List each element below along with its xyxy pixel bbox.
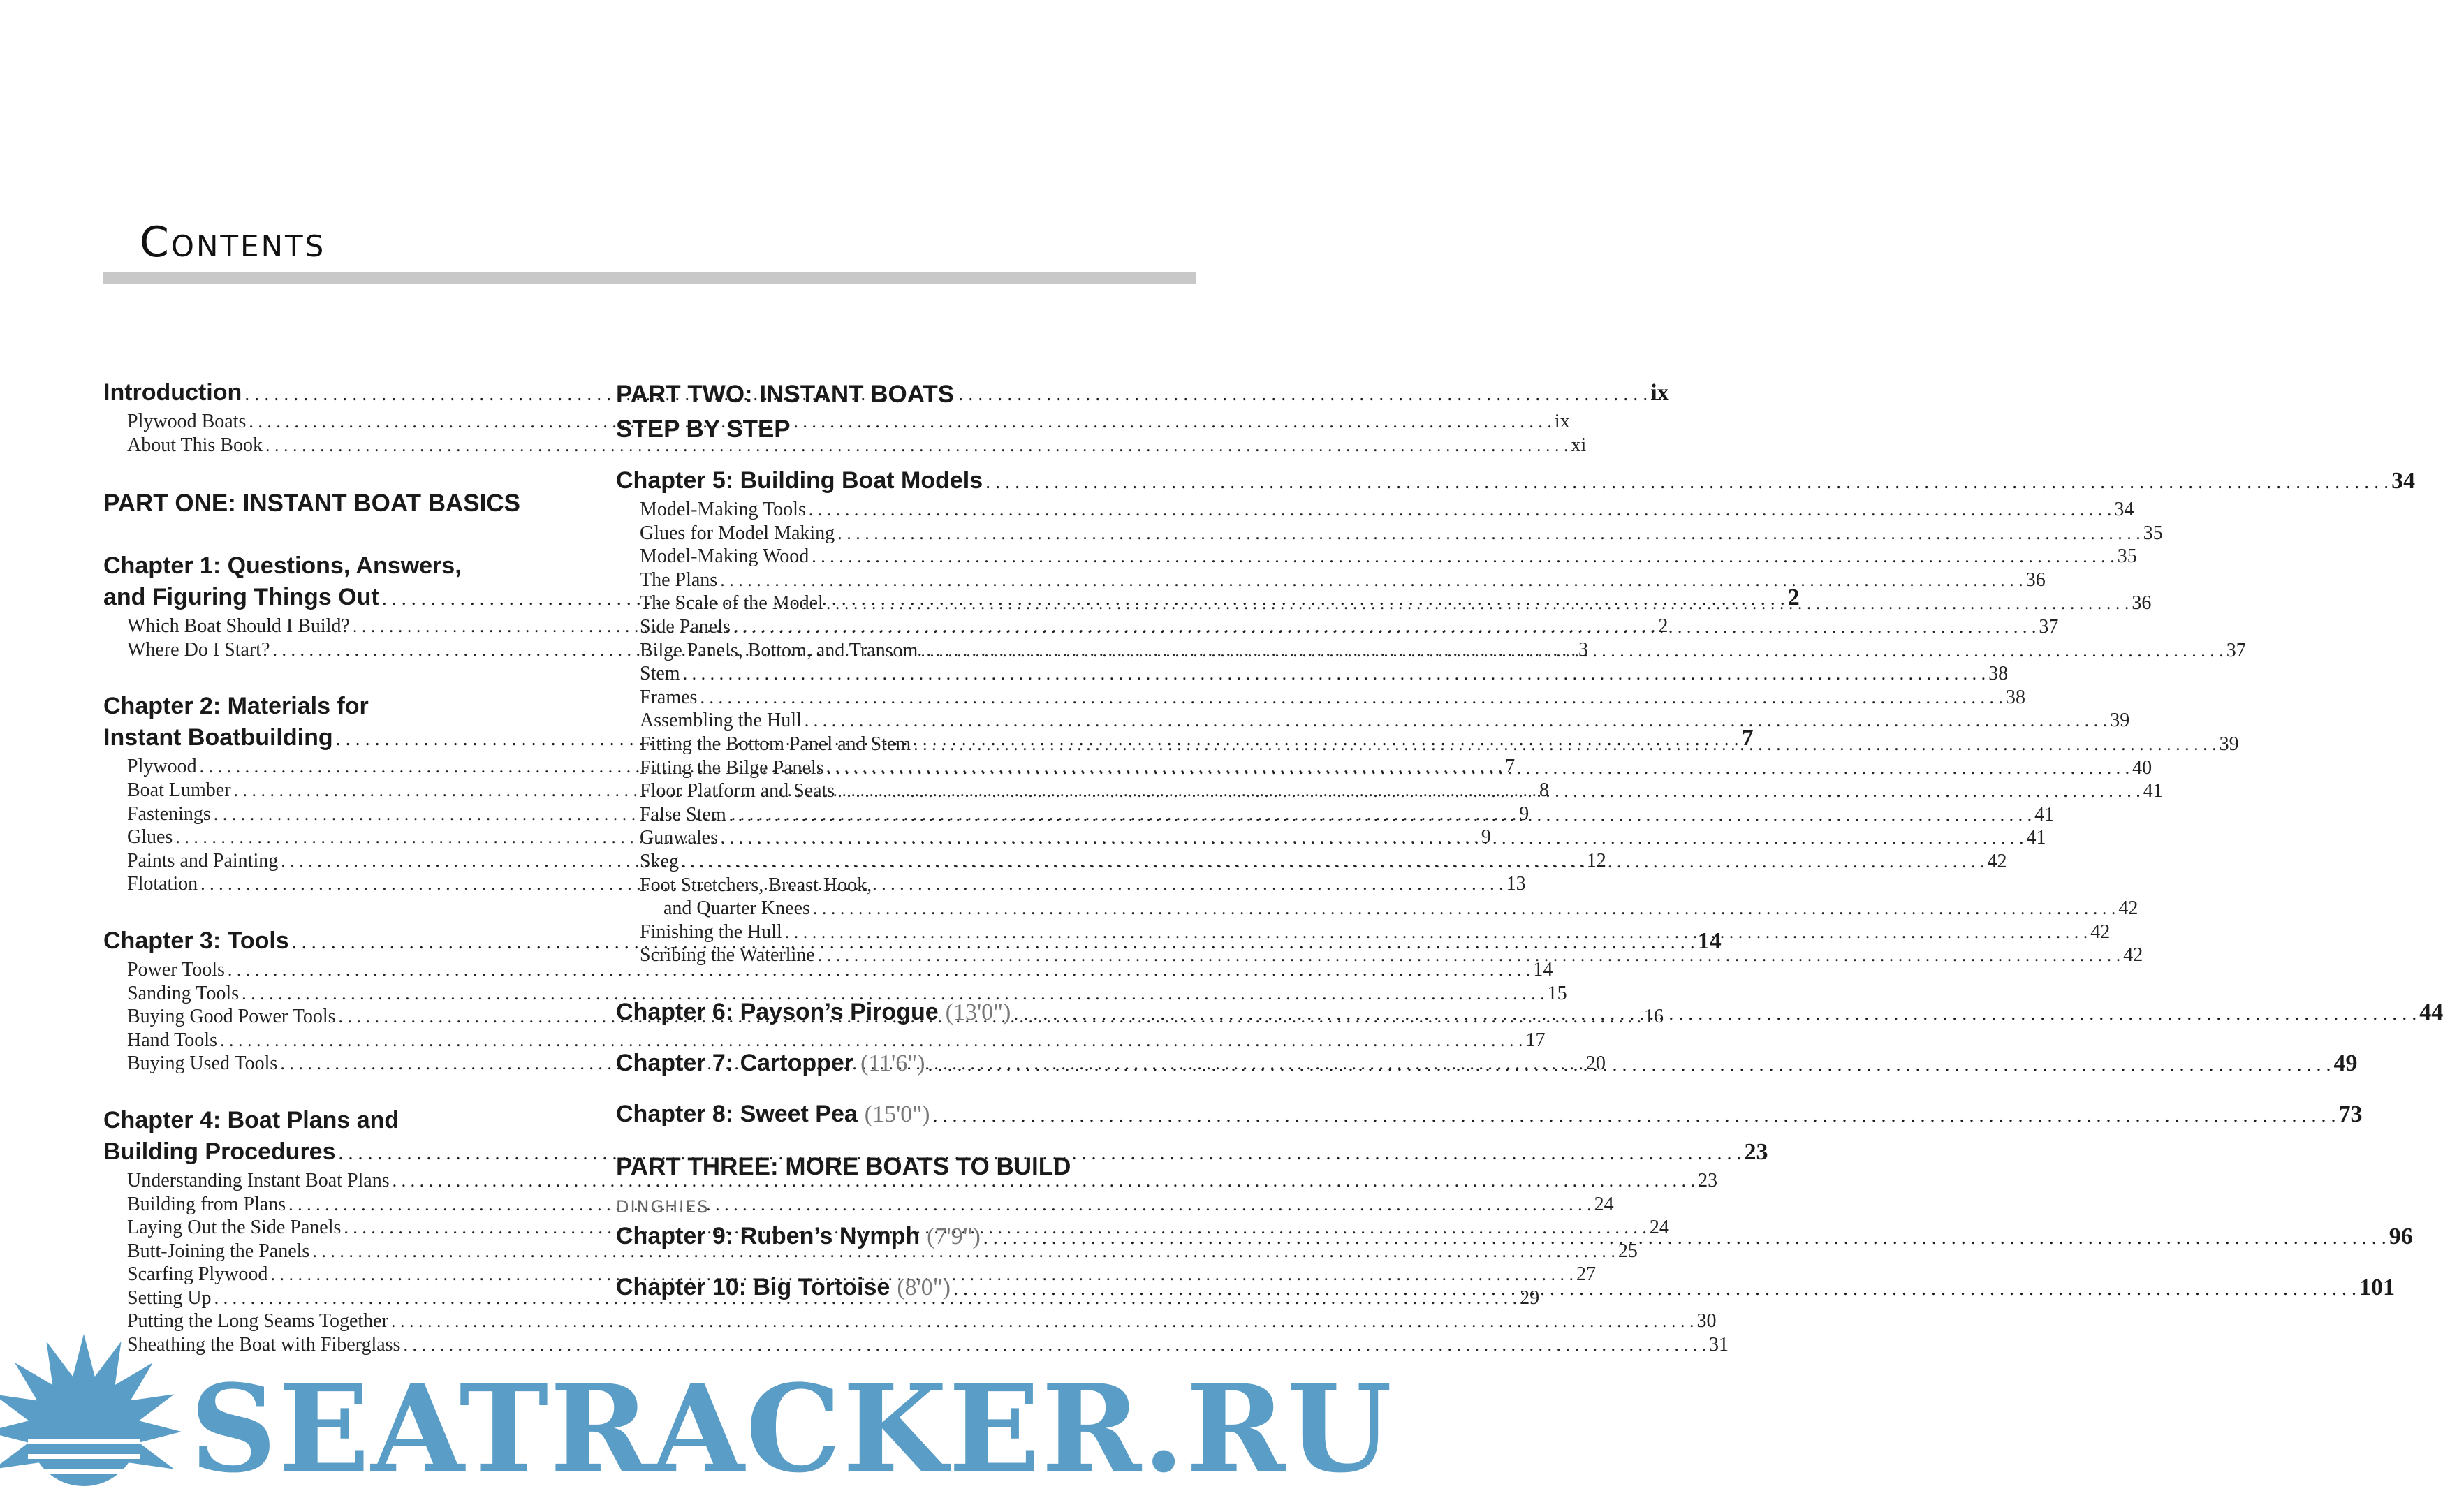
toc-subentry[interactable] xyxy=(616,779,2163,803)
part-two-heading xyxy=(616,377,1083,447)
subentry-title: Side Panels xyxy=(640,615,731,638)
entry-title-line-2: Building Procedures xyxy=(103,1138,336,1165)
subentry-title: Paints and Painting xyxy=(127,849,279,872)
subentry-title: Model-Making Wood xyxy=(640,545,809,568)
page-number: 42 xyxy=(1987,850,2007,872)
toc-subentry[interactable] xyxy=(616,756,2152,780)
subentry-title: Which Boat Should I Build? xyxy=(127,615,350,638)
subentry-title: Floor Platform and Seats xyxy=(640,780,835,802)
subentry-title: Butt-Joining the Panels xyxy=(127,1240,310,1262)
page-number: xi xyxy=(1571,434,1587,456)
page-number: 12 xyxy=(1586,849,1606,872)
page-number: 34 xyxy=(2114,499,2134,520)
subentry-title: Laying Out the Side Panels xyxy=(127,1217,342,1239)
leader-dots xyxy=(927,1049,2331,1080)
page-number: 36 xyxy=(2132,592,2152,615)
leader-dots xyxy=(721,826,2024,850)
toc-subentry[interactable] xyxy=(103,1169,1718,1193)
toc-entry-chapter-5[interactable] xyxy=(616,465,2416,498)
boat-size: (15'0") xyxy=(864,1101,930,1127)
leader-dots xyxy=(837,779,2141,803)
leader-dots xyxy=(818,944,2121,967)
entry-title-line-1: Chapter 1: Questions, Answers, xyxy=(103,552,462,580)
leader-dots xyxy=(920,639,2224,663)
part-two-line-2: STEP BY STEP xyxy=(616,416,791,443)
toc-subentry[interactable] xyxy=(103,1263,1596,1286)
subentry-title: Plywood Boats xyxy=(127,411,247,432)
page-number: 41 xyxy=(2026,827,2046,849)
leader-dots xyxy=(983,1222,2386,1254)
subentry-title: Buying Good Power Tools xyxy=(127,1006,336,1028)
subentry-title: Assembling the Hull xyxy=(640,710,802,732)
page-number: 14 xyxy=(1697,927,1722,954)
page-number: 38 xyxy=(1988,663,2009,685)
page-number: 29 xyxy=(1520,1286,1540,1309)
page-number: 2 xyxy=(1658,615,1668,638)
toc-entry-chapter-8[interactable] xyxy=(616,1099,2363,1131)
toc-subentry[interactable] xyxy=(616,803,2055,827)
title-rule xyxy=(103,272,1196,284)
subentry-title: Sanding Tools xyxy=(127,982,240,1004)
entry-title-line-2: Instant Boatbuilding xyxy=(103,724,333,751)
part-three-heading: PART THREE: MORE BOATS TO BUILD xyxy=(616,1152,1071,1180)
page-number: ix xyxy=(1650,380,1669,406)
subentry-title: Bilge Panels, Bottom, and Transom xyxy=(640,639,918,661)
entry-title: Chapter 7: Cartopper xyxy=(616,1049,854,1076)
page-number: 34 xyxy=(2391,468,2416,494)
page-number: 37 xyxy=(2226,639,2246,661)
leader-dots xyxy=(826,592,2129,615)
subentry-title: Understanding Instant Boat Plans xyxy=(127,1169,390,1191)
toc-subentry[interactable] xyxy=(103,1029,1546,1052)
page-number: 13 xyxy=(1506,873,1526,895)
page-number: 7 xyxy=(1505,756,1516,778)
entry-title-line-1: Chapter 4: Boat Plans and xyxy=(103,1106,399,1133)
leader-dots xyxy=(809,498,2112,522)
leader-dots xyxy=(985,467,2389,498)
toc-subentry[interactable] xyxy=(616,498,2134,522)
toc-subentry-continued[interactable] xyxy=(616,897,2138,920)
section-label-dinghies: DINGHIES xyxy=(616,1196,710,1217)
page-number: 24 xyxy=(1594,1193,1614,1215)
subentry-title: Setting Up xyxy=(127,1286,212,1309)
leader-dots xyxy=(1013,998,2416,1029)
page-number: 15 xyxy=(1547,982,1567,1004)
subentry-title: Scribing the Waterline xyxy=(640,944,815,967)
leader-dots xyxy=(932,1100,2335,1131)
toc-subentry[interactable] xyxy=(616,545,2137,568)
page-number: 37 xyxy=(2039,615,2059,638)
subentry-title-line-2: and Quarter Knees xyxy=(663,897,810,920)
page-number: 23 xyxy=(1744,1138,1768,1165)
entry-title: Chapter 10: Big Tortoise xyxy=(616,1273,890,1300)
page-number: 39 xyxy=(2219,733,2239,755)
subentry-title: About This Book xyxy=(127,434,263,456)
entry-title: Chapter 9: Ruben’s Nymph xyxy=(616,1222,920,1249)
page-number: 8 xyxy=(1539,779,1550,801)
watermark-text: SEATRACKER.RU xyxy=(190,1358,1393,1499)
leader-dots xyxy=(700,686,2003,710)
subentry-title: Glues xyxy=(127,826,173,849)
leader-dots xyxy=(729,803,2032,827)
entry-title-line-2: and Figuring Things Out xyxy=(103,584,379,611)
leader-dots xyxy=(953,1273,2356,1305)
page-number: 41 xyxy=(2143,780,2163,802)
page-number: 14 xyxy=(1533,958,1553,981)
boat-size: (8'0") xyxy=(897,1274,951,1300)
toc-subentry[interactable] xyxy=(616,568,2046,592)
leader-dots xyxy=(837,522,2141,545)
page-number: 73 xyxy=(2338,1101,2363,1127)
subentry-title: Fitting the Bottom Panel and Stem xyxy=(640,733,911,755)
leader-dots xyxy=(733,615,2037,639)
page-number: 30 xyxy=(1696,1310,1717,1333)
entry-title: Introduction xyxy=(103,379,242,406)
leader-dots xyxy=(805,709,2108,733)
subentry-title: Frames xyxy=(640,686,698,708)
toc-subentry[interactable] xyxy=(616,944,2143,967)
page-number: 31 xyxy=(1708,1334,1729,1356)
toc-subentry[interactable] xyxy=(616,686,2025,710)
subentry-title: Plywood xyxy=(127,756,197,778)
page-number: 101 xyxy=(2358,1274,2395,1300)
page-number: 24 xyxy=(1649,1217,1669,1239)
toc-subentry[interactable] xyxy=(616,709,2130,733)
leader-dots xyxy=(914,733,2217,756)
boat-size: (13'0") xyxy=(945,999,1011,1025)
part-two-line-1: PART TWO: INSTANT BOATS xyxy=(616,381,955,408)
toc-subentry[interactable] xyxy=(103,1240,1638,1263)
subentry-title: Gunwales xyxy=(640,827,718,849)
subentry-title: Glues for Model Making xyxy=(640,522,835,544)
toc-subentry[interactable] xyxy=(616,615,2059,639)
page-number: 41 xyxy=(2034,803,2055,825)
page-number: 9 xyxy=(1519,802,1529,825)
page-number: 40 xyxy=(2132,756,2152,779)
subentry-title: Model-Making Tools xyxy=(640,499,806,520)
page-number: 2 xyxy=(1787,585,1800,611)
subentry-title: Buying Used Tools xyxy=(127,1052,278,1075)
page-number: 42 xyxy=(2118,897,2138,920)
subentry-title: Finishing the Hull xyxy=(640,920,782,943)
subentry-title: The Plans xyxy=(640,568,718,591)
leader-dots xyxy=(720,568,2023,592)
page-number: 20 xyxy=(1585,1052,1606,1075)
toc-subentry-foot-stretchers[interactable] xyxy=(616,874,1083,897)
subentry-title: The Scale of the Model xyxy=(640,592,823,615)
toc-subentry[interactable] xyxy=(103,982,1567,1006)
leader-dots xyxy=(683,662,1986,686)
leader-dots xyxy=(812,545,2115,568)
entry-title-line-1: Chapter 2: Materials for xyxy=(103,693,369,720)
page-number: 35 xyxy=(2143,522,2163,544)
entry-title: Chapter 3: Tools xyxy=(103,927,289,954)
toc-subentry[interactable] xyxy=(616,733,2239,756)
page-number: 7 xyxy=(1741,725,1754,751)
page-number: 17 xyxy=(1525,1029,1546,1051)
subentry-title: Skeg xyxy=(640,850,679,872)
subentry-title: Building from Plans xyxy=(127,1193,286,1215)
boat-size: (11'6") xyxy=(860,1050,925,1076)
subentry-title: Power Tools xyxy=(127,958,225,981)
toc-subentry[interactable] xyxy=(103,958,1553,982)
page-number: 38 xyxy=(2005,686,2025,708)
subentry-title: Stem xyxy=(640,663,680,685)
page-number: 25 xyxy=(1617,1240,1638,1262)
page-number: ix xyxy=(1554,411,1570,432)
page-number: 16 xyxy=(1644,1006,1664,1028)
toc-subentry[interactable] xyxy=(616,662,2009,686)
page-number: 23 xyxy=(1698,1169,1718,1191)
subentry-title: Flotation xyxy=(127,873,198,895)
subentry-title: Sheathing the Boat with Fiberglass xyxy=(127,1334,401,1356)
page-number: 42 xyxy=(2090,920,2111,943)
page-number: 49 xyxy=(2333,1050,2358,1076)
subentry-title: False Stem xyxy=(640,803,726,825)
leader-dots xyxy=(682,850,1985,874)
leader-dots xyxy=(785,920,2088,944)
toc-subentry[interactable] xyxy=(616,639,2246,663)
entry-title: Chapter 6: Payson’s Pirogue xyxy=(616,998,939,1025)
page-number: 3 xyxy=(1578,638,1588,661)
page-number: 27 xyxy=(1576,1263,1596,1286)
page-number: 36 xyxy=(2025,568,2046,591)
page-number: 35 xyxy=(2117,545,2137,568)
leader-dots xyxy=(813,897,2116,920)
entry-title: Chapter 8: Sweet Pea xyxy=(616,1100,858,1127)
page-number: 39 xyxy=(2110,710,2130,732)
subentry-title: Where Do I Start? xyxy=(127,638,270,661)
leader-dots xyxy=(827,756,2130,780)
page-number: 44 xyxy=(2419,999,2443,1025)
boat-size: (7'9") xyxy=(927,1223,981,1249)
page-number: 96 xyxy=(2389,1223,2413,1249)
entry-title: Chapter 5: Building Boat Models xyxy=(616,467,983,494)
page-number: 9 xyxy=(1481,826,1491,849)
toc-subentry[interactable] xyxy=(616,592,2152,615)
part-one-heading: PART ONE: INSTANT BOAT BASICS xyxy=(103,490,520,518)
toc-subentry[interactable] xyxy=(616,522,2163,545)
subentry-title: Fastenings xyxy=(127,802,211,825)
subentry-title: Fitting the Bilge Panels xyxy=(640,756,824,779)
page-number: 42 xyxy=(2123,944,2143,967)
toc-subentry[interactable] xyxy=(616,826,2046,850)
subentry-title: Hand Tools xyxy=(127,1029,217,1051)
toc-subentry[interactable] xyxy=(103,434,1587,457)
subentry-title: Putting the Long Seams Together xyxy=(127,1310,388,1333)
subentry-title: Boat Lumber xyxy=(127,779,231,801)
subentry-title: Scarfing Plywood xyxy=(127,1263,268,1286)
subentry-title-line-1: Foot Stretchers, Breast Hook, xyxy=(640,874,872,896)
page-title: Contents xyxy=(140,218,326,267)
